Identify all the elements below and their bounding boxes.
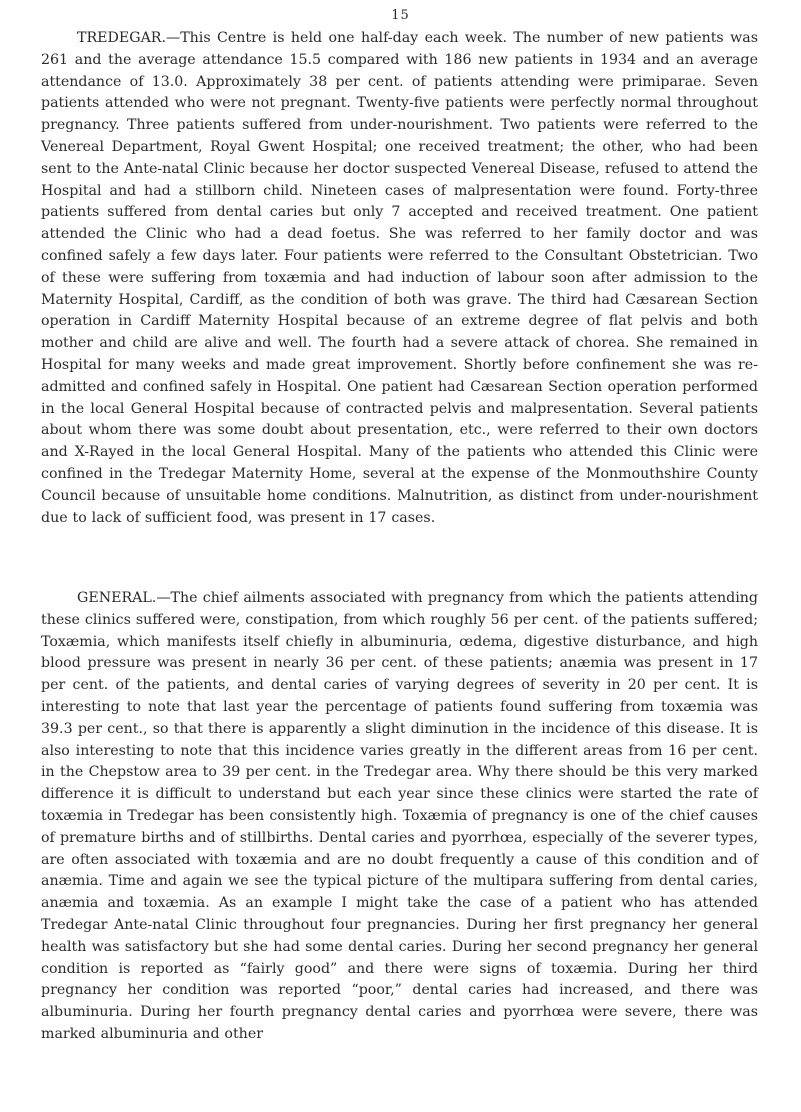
paragraph-tredegar: TREDEGAR.—This Centre is held one half-day each week. The number of new patients was 261 and the average attendance 15.5 compared with 186 new patients in 1934 and an average attendance of 13.0. Approximately 38 per cent. of patients attending were primiparae. Seven patients attended who were not pregnant. Twenty-five patients were perfectly normal throughout pregnancy. Three patients suffered from under-nourishment. Two patients were referred to the Venereal Department, Royal Gwent Hospital; one received treatment; the other, who had been sent to the Ante-natal Clinic because her doctor suspected Venereal Disease, refused to attend the Hospital and had a stillborn child. Nineteen cases of malpresentation were found. Forty-three patients suffered from dental caries but only 7 accepted and received treatment. One patient attended the Clinic who had a dead foetus. She was referred to her family doctor and was confined safely a few days later. Four patients were referred to the Consultant Obstetrician. Two of these were suffering from toxæmia and had induction of labour soon after admission to the Maternity Hospital, Cardiff, as the condition of both was grave. The third had Cæsarean Section operation in Cardiff Maternity Hospital because of an extreme degree of flat pelvis and both mother and child are alive and well. The fourth had a severe attack of chorea. She remained in Hospital for many weeks and made great improvement. Shortly before confinement she was re-admitted and confined safely in Hospital. One patient had Cæsarean Section operation performed in the local General Hospital because of contracted pelvis and malpresentation. Several patients about whom there was some doubt about presentation, etc., were referred to their own doctors and X-Rayed in the local General Hospital. Many of the patients who attended this Clinic were confined in the Tredegar Maternity Home, several at the expense of the Monmouthshire County Council because of unsuitable home conditions. Malnutrition, as distinct from under-nourishment due to lack of sufficient food, was present in 17 cases. <box>41 30 758 526</box>
page-number: 15 <box>391 8 410 23</box>
paragraph-general: GENERAL.—The chief ailments associated with pregnancy from which the patients attending these clinics suffered were, constipation, from which roughly 56 per cent. of the patients suffered; Toxæmia, which manifests itself chiefly in albuminuria, œdema, digestive disturbance, and high blood pressure was present in nearly 36 per cent. of these patients; anæmia was present in 17 per cent. of the patients, and dental caries of varying degrees of severity in 20 per cent. It is interesting to note that last year the percentage of patients found suffering from toxæmia was 39.3 per cent., so that there is apparently a slight diminution in the incidence of this disease. It is also interesting to note that this incidence varies greatly in the different areas from 16 per cent. in the Chepstow area to 39 per cent. in the Tredegar area. Why there should be this very marked difference it is difficult to understand but each year since these clinics were started the rate of toxæmia in Tredegar has been consistently high. Toxæmia of pregnancy is one of the chief causes of premature births and of stillbirths. Dental caries and pyorrhœa, especially of the severer types, are often associated with toxæmia and are no doubt frequently a cause of this condition and of anæmia. Time and again we see the typical picture of the multipara suffering from dental caries, anæmia and toxæmia. As an example I might take the case of a patient who has attended Tredegar Ante-natal Clinic throughout four pregnancies. During her first pregnancy her general health was satisfactory but she had some dental caries. During her second pregnancy her general condition is reported as “fairly good” and there were signs of toxæmia. During her third pregnancy her condition was reported “poor,” dental caries had increased, and there was albuminuria. During her fourth pregnancy dental caries and pyorrhœa were severe, there was marked albuminuria and other <box>41 590 758 1042</box>
